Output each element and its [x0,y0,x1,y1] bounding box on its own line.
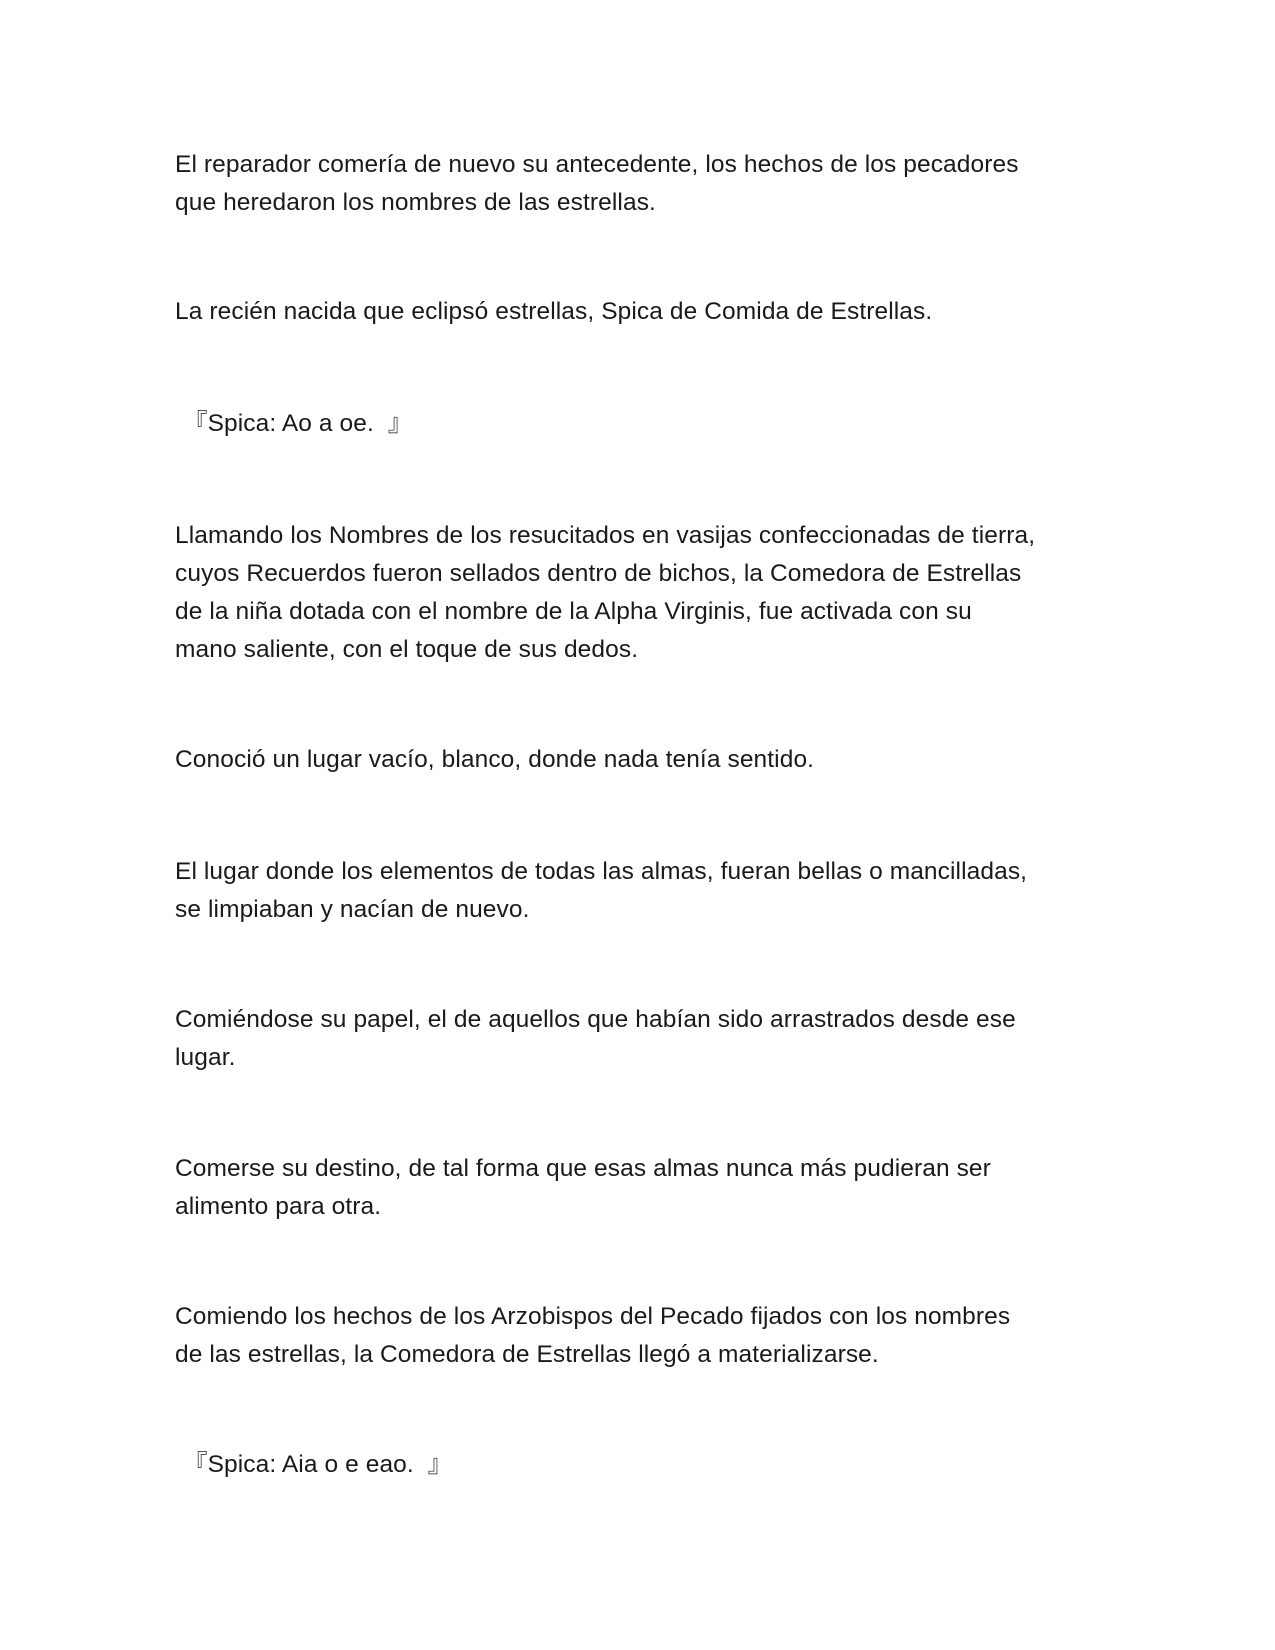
dialogue-line-2: 『Spica: Aia o e eao. 』 [183,1451,453,1478]
paragraph-4: Llamando los Nombres de los resucitados en vasijas confeccionadas de tierra, cuyos Recuerdos fueron sellados dentro de bichos, la Comedora de Estrellas de la niña dotada con el nombre de la Alpha Virginis, fue activada con su mano saliente, con el toque de sus dedos. [175,522,1036,663]
paragraph-8: Comerse su destino, de tal forma que esas almas nunca más pudieran ser alimento para otra. [175,1155,991,1220]
paragraph-5: Conoció un lugar vacío, blanco, donde nada tenía sentido. [175,746,815,773]
paragraph-7: Comiéndose su papel, el de aquellos que habían sido arrastrados desde ese lugar. [175,1006,1016,1071]
paragraph-2: La recién nacida que eclipsó estrellas, Spica de Comida de Estrellas. [175,298,933,325]
paragraph-6: El lugar donde los elementos de todas las almas, fueran bellas o mancilladas, se limpiaban y nacían de nuevo. [175,858,1028,923]
paragraph-9: Comiendo los hechos de los Arzobispos del Pecado fijados con los nombres de las estrellas, la Comedora de Estrellas llegó a materializarse. [175,1303,1011,1368]
paragraph-1: El reparador comería de nuevo su antecedente, los hechos de los pecadores que heredaron los nombres de las estrellas. [175,151,1019,216]
dialogue-line-1: 『Spica: Ao a oe. 』 [183,410,413,437]
